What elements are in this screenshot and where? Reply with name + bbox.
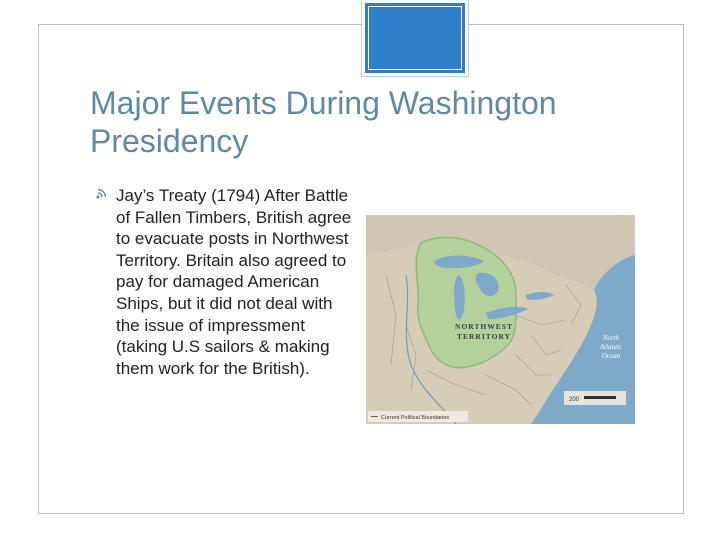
map-region-label-1: NORTHWEST	[455, 322, 513, 331]
ocean-label-2: Atlantic	[599, 343, 623, 351]
slide-title: Major Events During Washington Presidency	[90, 85, 557, 159]
ocean-label-1: North	[602, 334, 620, 342]
northwest-territory-map	[366, 215, 635, 424]
legend-label: Current Political Boundaries	[381, 415, 450, 421]
blue-accent-square	[362, 0, 468, 76]
ocean-label-3: Ocean	[601, 352, 621, 360]
map-region-label-2: TERRITORY	[456, 332, 512, 341]
scale-bar	[584, 396, 616, 399]
scale-label: 200	[569, 397, 580, 403]
bullet-item	[96, 185, 358, 379]
bullet-text: Jay’s Treaty (1794) After Battle of Fallen Timbers, British agree to evacuate posts in Northwest Territory. Britain also agreed to pay for damaged American Ships, but it did not deal with the issue of impressment (taking U.S sailors & making them work for the British).	[116, 186, 352, 378]
wifi-bullet-icon	[96, 188, 109, 199]
